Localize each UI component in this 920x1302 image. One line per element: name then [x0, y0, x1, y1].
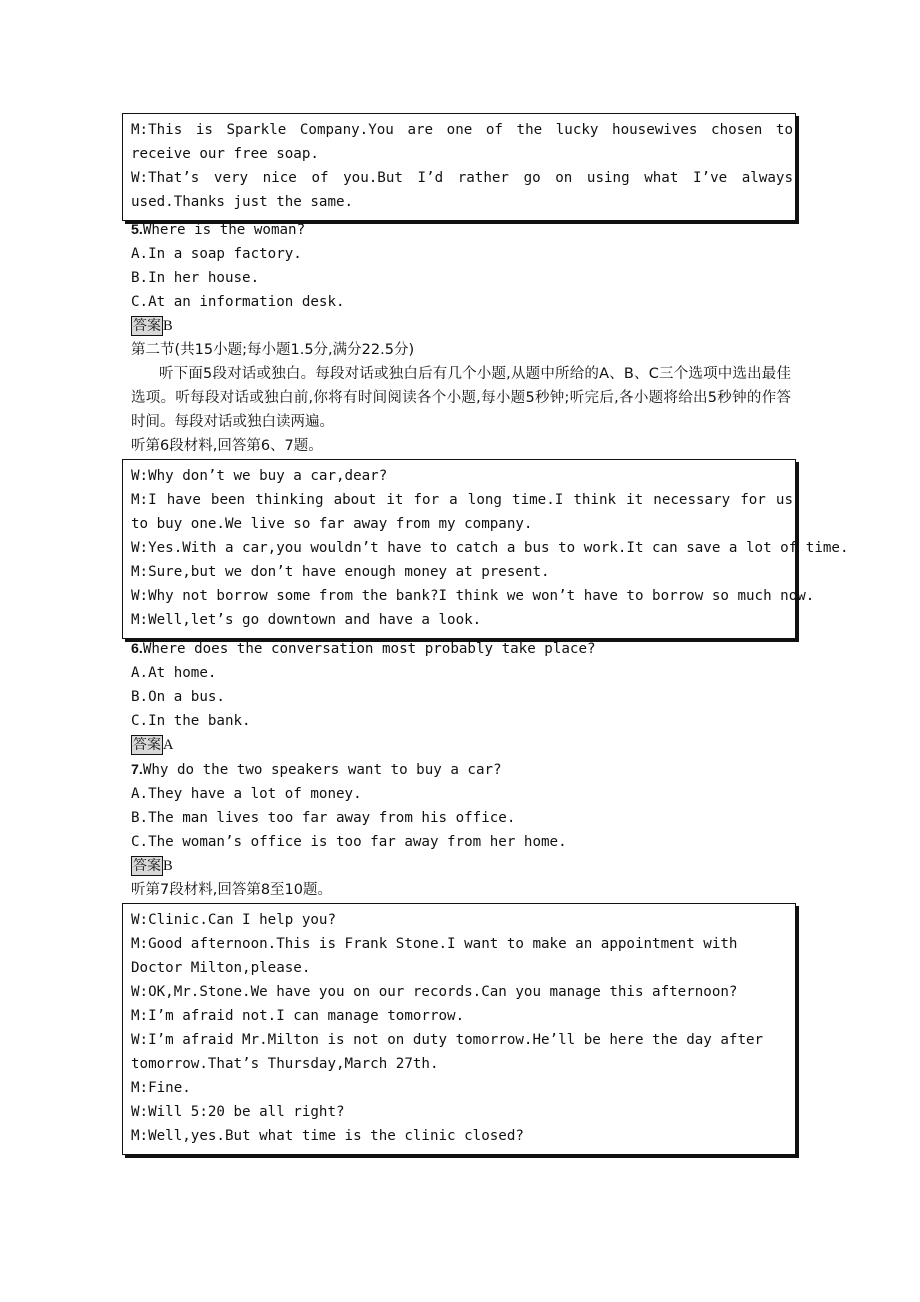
question-6 [131, 637, 791, 757]
question-stem [131, 218, 791, 242]
option-a: A.At home. [131, 665, 217, 681]
answer-value: A [163, 737, 174, 753]
dialogue-line: W:Why not borrow some from the bank?I think we won’t have to borrow so much now. [131, 588, 815, 604]
dialogue-line: M:I’m afraid not.I can manage tomorrow. [131, 1008, 465, 1024]
answer-row [131, 733, 791, 757]
question-number: 6. [131, 641, 143, 657]
dialogue-line: M:Sure,but we don’t have enough money at present. [131, 564, 550, 580]
dialogue-line: W:I’m afraid Mr.Milton is not on duty tomorrow.He’ll be here the day after tomorrow.That’s Thursday,March 27th. [131, 1032, 764, 1072]
question-stem [131, 758, 791, 782]
dialogue-line: M:This is Sparkle Company.You are one of the lucky housewives chosen to receive our free soap. [131, 122, 793, 162]
question-text: Why do the two speakers want to buy a car? [142, 762, 502, 778]
answer-value: B [163, 318, 173, 334]
question-number: 7. [131, 762, 143, 778]
option-a: A.In a soap factory. [131, 246, 302, 262]
option-b: B.In her house. [131, 270, 260, 286]
dialogue-box-6 [122, 459, 849, 639]
option-c: C.At an information desk. [131, 294, 345, 310]
material-intro-6: 听第6段材料,回答第6、7题。 [131, 438, 323, 454]
dialogue-line: W:Why don’t we buy a car,dear? [131, 468, 388, 484]
dialogue-line: M:I have been thinking about it for a long time.I think it necessary for us to buy one.We live so far away from my company. [131, 492, 793, 532]
dialogue-line: M:Fine. [131, 1080, 191, 1096]
question-stem [131, 637, 791, 661]
answer-row [131, 314, 791, 338]
dialogue-line: W:Clinic.Can I help you? [131, 912, 336, 928]
question-7 [131, 758, 791, 902]
answer-label: 答案 [133, 318, 161, 334]
question-number: 5. [131, 222, 143, 238]
option-b: B.On a bus. [131, 689, 225, 705]
dialogue-box-7 [122, 903, 796, 1155]
dialogue-box-1 [122, 113, 796, 221]
option-c: C.In the bank. [131, 713, 251, 729]
question-text: Where is the woman? [142, 222, 306, 238]
option-c: C.The woman’s office is too far away from her home. [131, 834, 567, 850]
dialogue-line: W:Will 5:20 be all right? [131, 1104, 345, 1120]
answer-row [131, 854, 791, 878]
question-text: Where does the conversation most probably take place? [142, 641, 596, 657]
section-instructions: 听下面5段对话或独白。每段对话或独白后有几个小题,从题中所给的A、B、C三个选项中选出最佳选项。听每段对话或独白前,你将有时间阅读各个小题,每小题5秒钟;听完后,各小题将给出5秒钟的作答时间。每段对话或独白读两遍。 [131, 366, 791, 430]
answer-value: B [163, 858, 173, 874]
question-5 [131, 218, 791, 338]
dialogue-line: M:Well,let’s go downtown and have a look. [131, 612, 482, 628]
dialogue-line: M:Well,yes.But what time is the clinic closed? [131, 1128, 524, 1144]
answer-label: 答案 [133, 737, 161, 753]
dialogue-line: W:OK,Mr.Stone.We have you on our records.Can you manage this afternoon? [131, 984, 738, 1000]
option-b: B.The man lives too far away from his office. [131, 810, 516, 826]
dialogue-line: W:Yes.With a car,you wouldn’t have to catch a bus to work.It can save a lot of time. [131, 540, 849, 556]
answer-label: 答案 [133, 858, 161, 874]
dialogue-line: M:Good afternoon.This is Frank Stone.I want to make an appointment with Doctor Milton,please. [131, 936, 738, 976]
material-intro-7: 听第7段材料,回答第8至10题。 [131, 882, 333, 898]
section-2 [131, 338, 791, 458]
section-title: 第二节(共15小题;每小题1.5分,满分22.5分) [131, 342, 415, 358]
option-a: A.They have a lot of money. [131, 786, 362, 802]
dialogue-line: W:That’s very nice of you.But I’d rather go on using what I’ve always used.Thanks just the same. [131, 170, 793, 210]
